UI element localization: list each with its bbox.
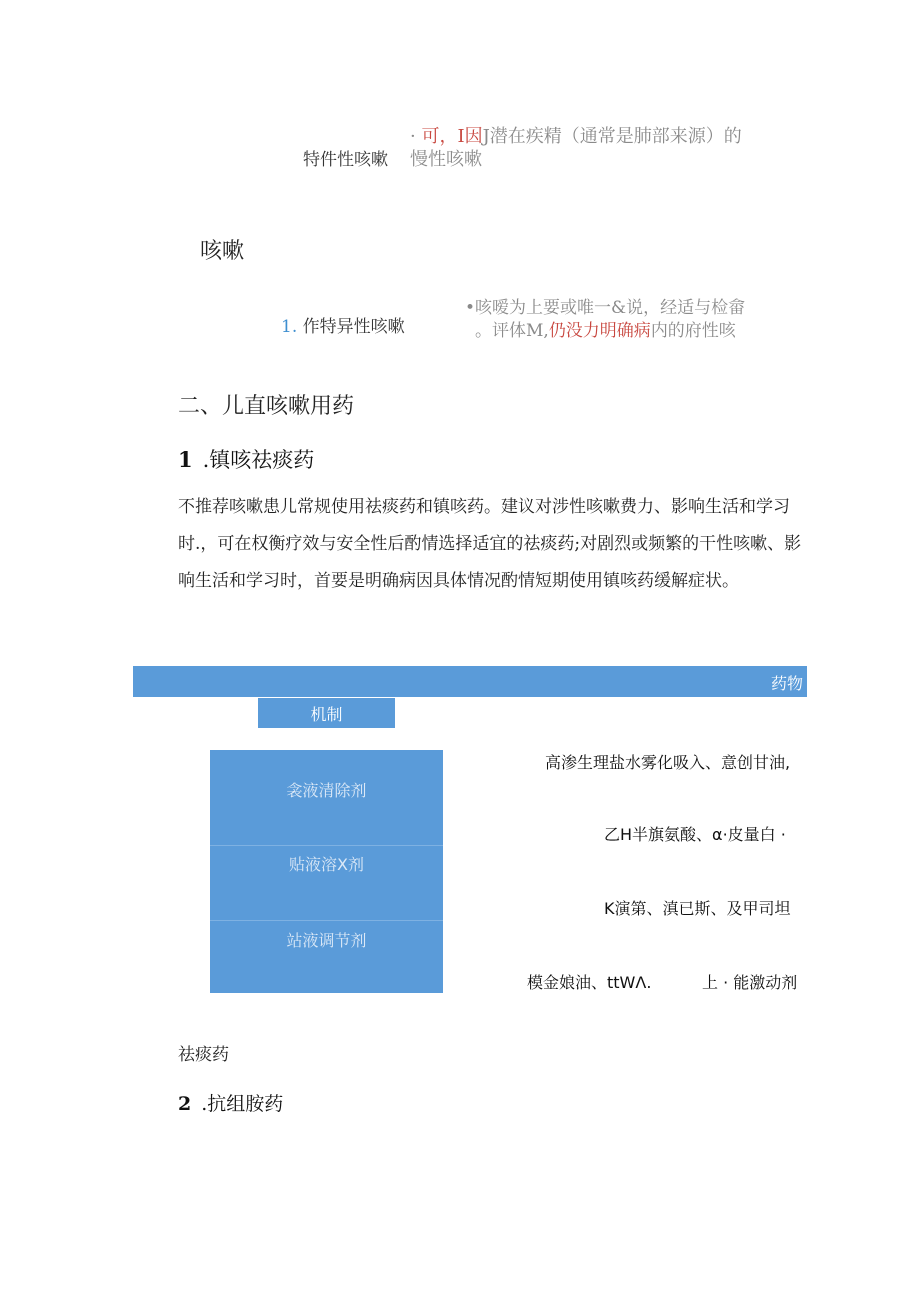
drug-item: 模金娘油、ttWΛ. (527, 973, 652, 992)
subsection-2-title: .抗组胺药 (201, 1093, 284, 1115)
specific-cough-bullet-line2: 慢性咳嗽 (410, 149, 482, 170)
specific-bullet-red-text: 可，I因 (421, 126, 483, 147)
drug-item: 上 · 能激动剂 (702, 973, 798, 992)
mechanism-box (210, 750, 443, 993)
specific-bullet-rest-text: J潜在疾精（通常是肺部来源）的 (482, 126, 742, 147)
table-header-bar (133, 666, 807, 697)
nonspecific-number: 1. (281, 317, 298, 337)
subsection-1-number: 1 (178, 447, 193, 472)
mechanism-item: 衾液清除剂 (286, 781, 367, 800)
subsection-2-number: 2 (178, 1093, 192, 1115)
subsection-1-title: .镇咳祛痰药 (202, 448, 315, 472)
mechanism-item: 贴液溶X剂 (289, 855, 364, 874)
nonspecific-cough-label (281, 312, 405, 337)
subsection-heading-1 (178, 444, 314, 474)
bullet-mark: · (410, 126, 416, 147)
nonspecific-line2-red: 仍没力明确病 (548, 321, 651, 341)
cough-center-label: 咳嗽 (200, 239, 245, 264)
nonspecific-bullet-line2 (475, 316, 736, 341)
subsection-heading-2 (178, 1089, 283, 1116)
mechanism-item: 站液调节剂 (286, 931, 367, 950)
drug-header-label: 药物 (770, 674, 803, 693)
box-divider (210, 920, 443, 921)
nonspecific-line2-pre: 。评体M, (475, 321, 549, 341)
table-caption: 祛痰药 (178, 1045, 229, 1065)
section-heading: 二、儿直咳嗽用药 (178, 394, 355, 419)
nonspecific-label-text: 作特异性咳嗽 (302, 317, 405, 337)
box-divider (210, 845, 443, 846)
nonspecific-line2-post: 内的府性咳 (650, 321, 736, 341)
body-paragraph: 不推荐咳嗽患儿常规使用祛痰药和镇咳药。建议对涉性咳嗽费力、影响生活和学习时.，可在权衡疗效与安全性后酌情选择适宜的祛痰药;对剧烈或频繁的干性咳嗽、影响生活和学习时，首要是明确病因具体情况酌情短期使用镇咳药缓解症状。 (178, 497, 802, 591)
drug-item: K演第、滇已斯、及甲司坦 (604, 899, 791, 918)
specific-cough-label: 特件性咳嗽 (303, 150, 388, 170)
mechanism-header: 机制 (258, 698, 395, 728)
drug-item: 高渗生理盐水雾化吸入、意创甘油, (545, 753, 791, 772)
nonspecific-bullet-line1: •咳嗳为上要或唯一&说，经适与检畲 (465, 298, 746, 318)
drug-item: 乙H半旗氨酸、α·皮量白 · (604, 825, 786, 844)
